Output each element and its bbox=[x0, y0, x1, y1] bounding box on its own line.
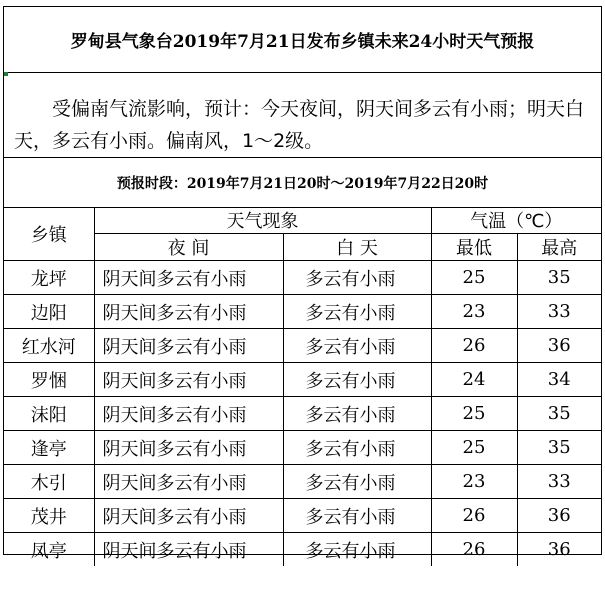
night-weather-cell: 阴天间多云有小雨 bbox=[94, 533, 283, 567]
table-row bbox=[4, 261, 601, 295]
header-night: 夜 间 bbox=[94, 234, 283, 261]
min-temp-cell: 24 bbox=[431, 363, 517, 397]
table-row bbox=[4, 499, 601, 533]
town-cell: 罗悃 bbox=[4, 363, 94, 397]
day-weather-cell: 多云有小雨 bbox=[283, 295, 431, 329]
max-temp-cell: 36 bbox=[517, 499, 601, 533]
town-cell: 凤亭 bbox=[4, 533, 94, 567]
max-temp-cell: 36 bbox=[517, 533, 601, 567]
max-temp-cell: 33 bbox=[517, 295, 601, 329]
town-cell: 沫阳 bbox=[4, 397, 94, 431]
header-min: 最低 bbox=[431, 234, 517, 261]
min-temp-cell: 26 bbox=[431, 499, 517, 533]
header-row-1 bbox=[4, 207, 601, 234]
table-row bbox=[4, 465, 601, 499]
table-row bbox=[4, 533, 601, 567]
table-row bbox=[4, 363, 601, 397]
min-temp-cell: 26 bbox=[431, 533, 517, 567]
header-row-2 bbox=[4, 234, 601, 261]
header-max: 最高 bbox=[517, 234, 601, 261]
min-temp-cell: 25 bbox=[431, 261, 517, 295]
night-weather-cell: 阴天间多云有小雨 bbox=[94, 465, 283, 499]
town-cell: 逢亭 bbox=[4, 431, 94, 465]
day-weather-cell: 多云有小雨 bbox=[283, 431, 431, 465]
night-weather-cell: 阴天间多云有小雨 bbox=[94, 261, 283, 295]
day-weather-cell: 多云有小雨 bbox=[283, 329, 431, 363]
town-cell: 茂井 bbox=[4, 499, 94, 533]
max-temp-cell: 35 bbox=[517, 431, 601, 465]
min-temp-cell: 23 bbox=[431, 465, 517, 499]
table-row bbox=[4, 329, 601, 363]
day-weather-cell: 多云有小雨 bbox=[283, 261, 431, 295]
max-temp-cell: 34 bbox=[517, 363, 601, 397]
forecast-table-body bbox=[4, 207, 601, 566]
min-temp-cell: 23 bbox=[431, 295, 517, 329]
town-cell: 龙坪 bbox=[4, 261, 94, 295]
day-weather-cell: 多云有小雨 bbox=[283, 465, 431, 499]
min-temp-cell: 25 bbox=[431, 431, 517, 465]
forecast-title: 罗甸县气象台2019年7月21日发布乡镇未来24小时天气预报 bbox=[4, 7, 601, 73]
night-weather-cell: 阴天间多云有小雨 bbox=[94, 329, 283, 363]
night-weather-cell: 阴天间多云有小雨 bbox=[94, 295, 283, 329]
header-day: 白 天 bbox=[283, 234, 431, 261]
night-weather-cell: 阴天间多云有小雨 bbox=[94, 499, 283, 533]
town-cell: 红水河 bbox=[4, 329, 94, 363]
max-temp-cell: 36 bbox=[517, 329, 601, 363]
header-temperature: 气温（℃） bbox=[431, 207, 601, 234]
table-row bbox=[4, 431, 601, 465]
forecast-period: 预报时段：2019年7月21日20时～2019年7月22日20时 bbox=[4, 158, 601, 208]
header-weather: 天气现象 bbox=[94, 207, 431, 234]
table-row bbox=[4, 397, 601, 431]
day-weather-cell: 多云有小雨 bbox=[283, 533, 431, 567]
day-weather-cell: 多云有小雨 bbox=[283, 363, 431, 397]
max-temp-cell: 33 bbox=[517, 465, 601, 499]
night-weather-cell: 阴天间多云有小雨 bbox=[94, 363, 283, 397]
forecast-summary: 受偏南气流影响，预计：今天夜间，阴天间多云有小雨；明天白天，多云有小雨。偏南风，1～2级。 bbox=[4, 73, 601, 158]
town-cell: 边阳 bbox=[4, 295, 94, 329]
table-row bbox=[4, 295, 601, 329]
day-weather-cell: 多云有小雨 bbox=[283, 499, 431, 533]
max-temp-cell: 35 bbox=[517, 261, 601, 295]
forecast-table bbox=[4, 207, 601, 566]
min-temp-cell: 26 bbox=[431, 329, 517, 363]
town-cell: 木引 bbox=[4, 465, 94, 499]
min-temp-cell: 25 bbox=[431, 397, 517, 431]
day-weather-cell: 多云有小雨 bbox=[283, 397, 431, 431]
night-weather-cell: 阴天间多云有小雨 bbox=[94, 431, 283, 465]
forecast-sheet bbox=[3, 6, 602, 562]
max-temp-cell: 35 bbox=[517, 397, 601, 431]
night-weather-cell: 阴天间多云有小雨 bbox=[94, 397, 283, 431]
header-town: 乡镇 bbox=[4, 207, 94, 261]
